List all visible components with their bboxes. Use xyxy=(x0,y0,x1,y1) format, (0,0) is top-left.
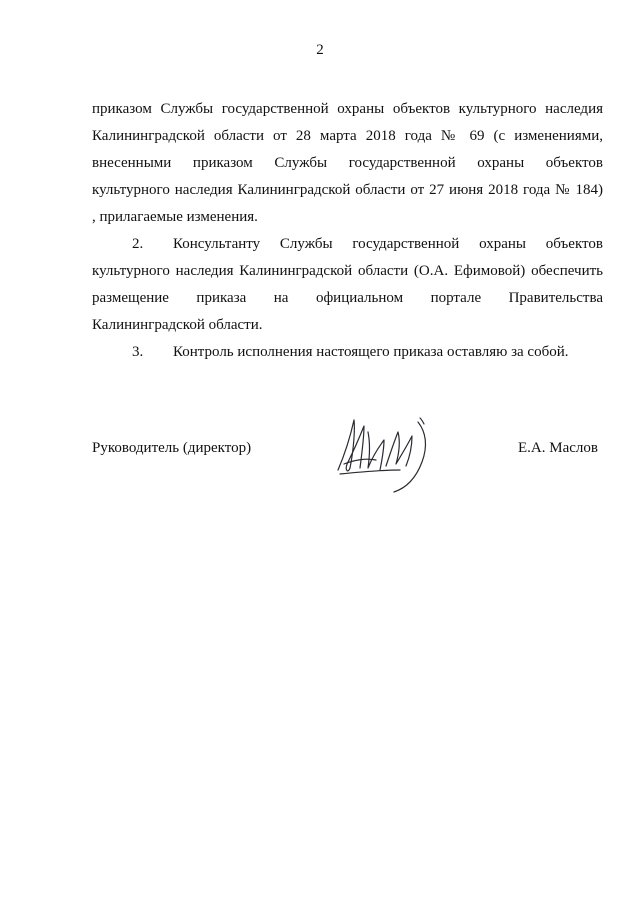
list-item-3-number: 3. xyxy=(132,344,144,360)
list-item-2-number: 2. xyxy=(132,236,144,252)
paragraph-1-line-2: Калининградской области от 28 марта 2018 года № 69 (с изменениями, xyxy=(92,128,603,144)
list-item-3-text: Контроль исполнения настоящего приказа оставляю за собой. xyxy=(173,344,569,360)
paragraph-1-line-3: внесенными приказом Службы государственной охраны объектов xyxy=(92,155,603,171)
paragraph-1-line-1: приказом Службы государственной охраны объектов культурного наследия xyxy=(92,101,603,117)
handwritten-signature xyxy=(330,408,440,498)
list-item-2-line-4: Калининградской области. xyxy=(92,317,263,333)
list-item-2-line-2: культурного наследия Калининградской области (О.А. Ефимовой) обеспечить xyxy=(92,263,603,279)
signatory-name: Е.А. Маслов xyxy=(518,440,598,456)
page-number: 2 xyxy=(316,42,324,58)
paragraph-1-line-5: , прилагаемые изменения. xyxy=(92,209,258,225)
signatory-role: Руководитель (директор) xyxy=(92,440,252,456)
list-item-2-line-1: Консультанту Службы государственной охраны объектов xyxy=(173,236,603,252)
list-item-2-line-3: размещение приказа на официальном портале Правительства xyxy=(92,290,603,306)
paragraph-1-line-4: культурного наследия Калининградской области от 27 июня 2018 года № 184) xyxy=(92,182,603,198)
